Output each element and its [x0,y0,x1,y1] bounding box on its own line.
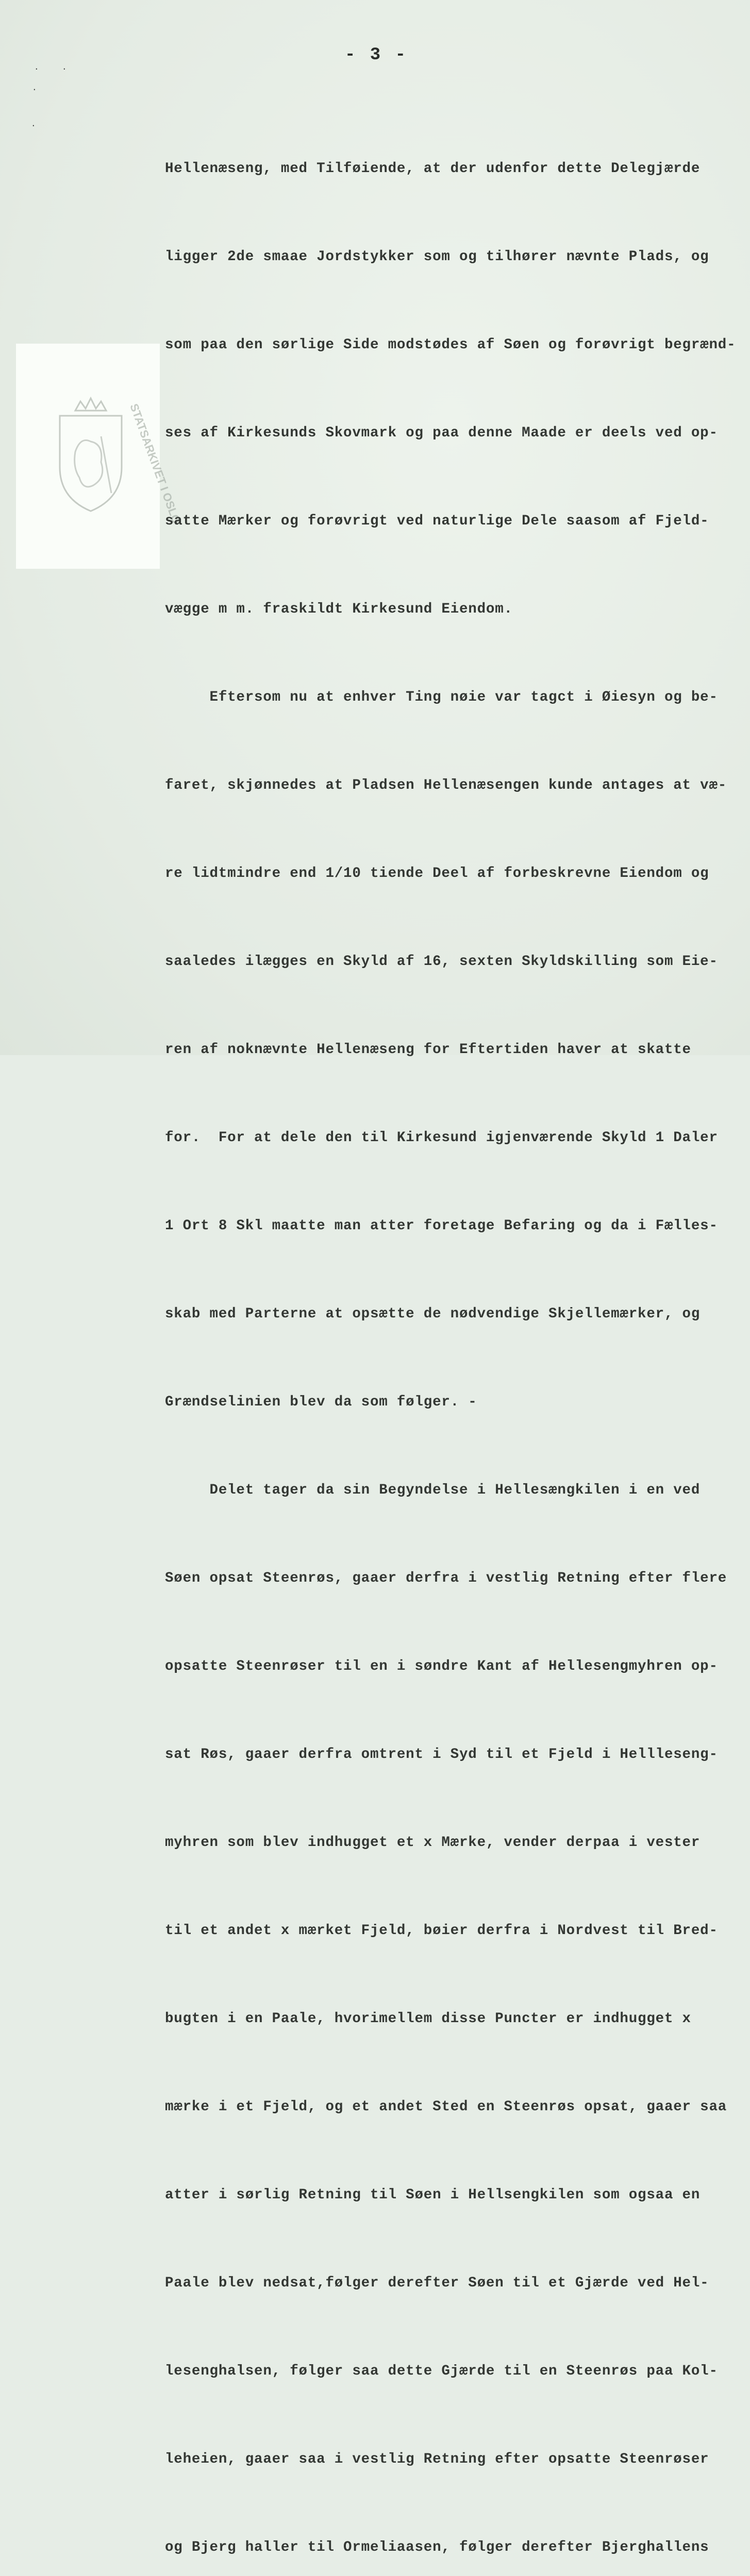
text-line: Hellenæseng, med Tilføiende, at der udenfor dette Delegjærde [165,161,701,177]
text-line: myhren som blev indhugget et x Mærke, vender derpaa i vester [165,1835,701,1851]
text-line: Grændselinien blev da som følger. - [165,1394,477,1410]
text-line: faret, skjønnedes at Pladsen Hellenæsengen kunde antages at væ- [165,777,727,793]
text-line: Delet tager da sin Begyndelse i Hellesængkilen i en ved [165,1482,701,1498]
text-line: for. For at dele den til Kirkesund igjenværende Skyld 1 Daler [165,1130,718,1146]
text-line: satte Mærker og forøvrigt ved naturlige Dele saasom af Fjeld- [165,513,709,529]
text-line: til et andet x mærket Fjeld, bøier derfra i Nordvest til Bred- [165,1923,718,1939]
text-line: mærke i et Fjeld, og et andet Sted en Steenrøs opsat, gaaer saa [165,2099,727,2115]
text-line: Eftersom nu at enhver Ting nøie var tagct i Øiesyn og be- [165,689,718,705]
text-line: ligger 2de smaae Jordstykker som og tilhører nævnte Plads, og [165,249,709,265]
document-page: · · · · - 3 - STATSARKIVET I OSLO Hellenæseng, med Tilføiende, at der udenfor dette Delegjærde ligger 2de smaae Jordstykker som og tilhører nævnte Plads, og som paa den sørlige Side modstødes af Søen og forøvrigt begrænd- ses af Kirkesunds Skovmark og paa denne Maade er deels ved op- satte Mærker og forøvrigt ved naturlige Dele saasom af Fjeld- vægge m m. fraskildt Kirkesund Eiendom. Eftersom nu at enhver Ting nøie var tagct i Øiesyn og be- faret, skjønnedes at Pladsen Hellenæsengen kunde antages at væ- re lidtmindre end 1/10 tiende Deel af forbeskrevne Eiendom og saaledes ilægges en Skyld af 16, sexten Skyldskilling som Eie- ren af noknævnte Hellenæseng for Eftertiden haver at skatte for. For at dele den til Kirkesund igjenværende Skyld 1 Daler 1 Ort 8 Skl maatte man atter foretage Befaring og da i Fælles- skab med Parterne at opsætte de nødvendige Skjellemærker, og Grændselinien blev da som følger. - Delet tager da sin Begyndelse i Hellesængkilen i en ved Søen opsat Steenrøs, gaaer derfra i vestlig Retning efter flere opsatte Steenrøser til en i søndre Kant af Hellesengmyhren op- sat Røs, gaaer derfra omtrent i Syd til et Fjeld i Hellleseng- myhren som blev indhugget et x Mærke, vender derpaa i vester til et andet x mærket Fjeld, bøier derfra i Nordvest til Bred- bugten i en Paale, hvorimellem disse Puncter er indhugget x mærke i et Fjeld, og et andet Sted en Steenrøs opsat, gaaer saa atter i sørlig Retning til Søen i Hellsengkilen som ogsaa en Paale blev nedsat,følger derefter Søen til et Gjærde ved Hel- lesenghalsen, følger saa dette Gjærde til en Steenrøs paa Kol- leheien, gaaer saa i vestlig Retning efter opsatte Steenrøser og Bjerg haller til Ormeliaasen, følger derefter Bjerghallens [0,0,750,1055]
text-line: ren af noknævnte Hellenæseng for Eftertiden haver at skatte [165,1042,691,1058]
text-line: Søen opsat Steenrøs, gaaer derfra i vestlig Retning efter flere [165,1570,727,1586]
text-line: sat Røs, gaaer derfra omtrent i Syd til et Fjeld i Hellleseng- [165,1747,718,1762]
text-line: saaledes ilægges en Skyld af 16, sexten Skyldskilling som Eie- [165,954,718,970]
text-line: 1 Ort 8 Skl maatte man atter foretage Befaring og da i Fælles- [165,1218,718,1234]
text-line: og Bjerg haller til Ormeliaasen, følger derefter Bjerghallens [165,2539,709,2555]
text-line: leheien, gaaer saa i vestlig Retning efter opsatte Steenrøser [165,2451,709,2467]
text-line: opsatte Steenrøser til en i søndre Kant af Hellesengmyhren op- [165,1658,718,1674]
text-line: re lidtmindre end 1/10 tiende Deel af forbeskrevne Eiendom og [165,866,709,882]
document-body [165,95,737,2576]
text-line: vægge m m. fraskildt Kirkesund Eiendom. [165,601,513,617]
text-line: lesenghalsen, følger saa dette Gjærde til en Steenrøs paa Kol- [165,2363,718,2379]
text-line: Paale blev nedsat,følger derefter Søen til et Gjærde ved Hel- [165,2275,709,2291]
text-line: atter i sørlig Retning til Søen i Hellsengkilen som ogsaa en [165,2187,701,2203]
text-line: som paa den sørlige Side modstødes af Søen og forøvrigt begrænd- [165,337,736,353]
text-line: ses af Kirkesunds Skovmark og paa denne Maade er deels ved op- [165,425,718,441]
svg-text:STATSARKIVET I OSLO: STATSARKIVET I OSLO [127,402,183,526]
text-line: bugten i en Paale, hvorimellem disse Puncter er indhugget x [165,2011,691,2027]
archive-seal-icon [39,395,183,526]
text-line: skab med Parterne at opsætte de nødvendige Skjellemærker, og [165,1306,701,1322]
archive-stamp-area [16,344,183,569]
page-number: - 3 - [344,45,408,65]
